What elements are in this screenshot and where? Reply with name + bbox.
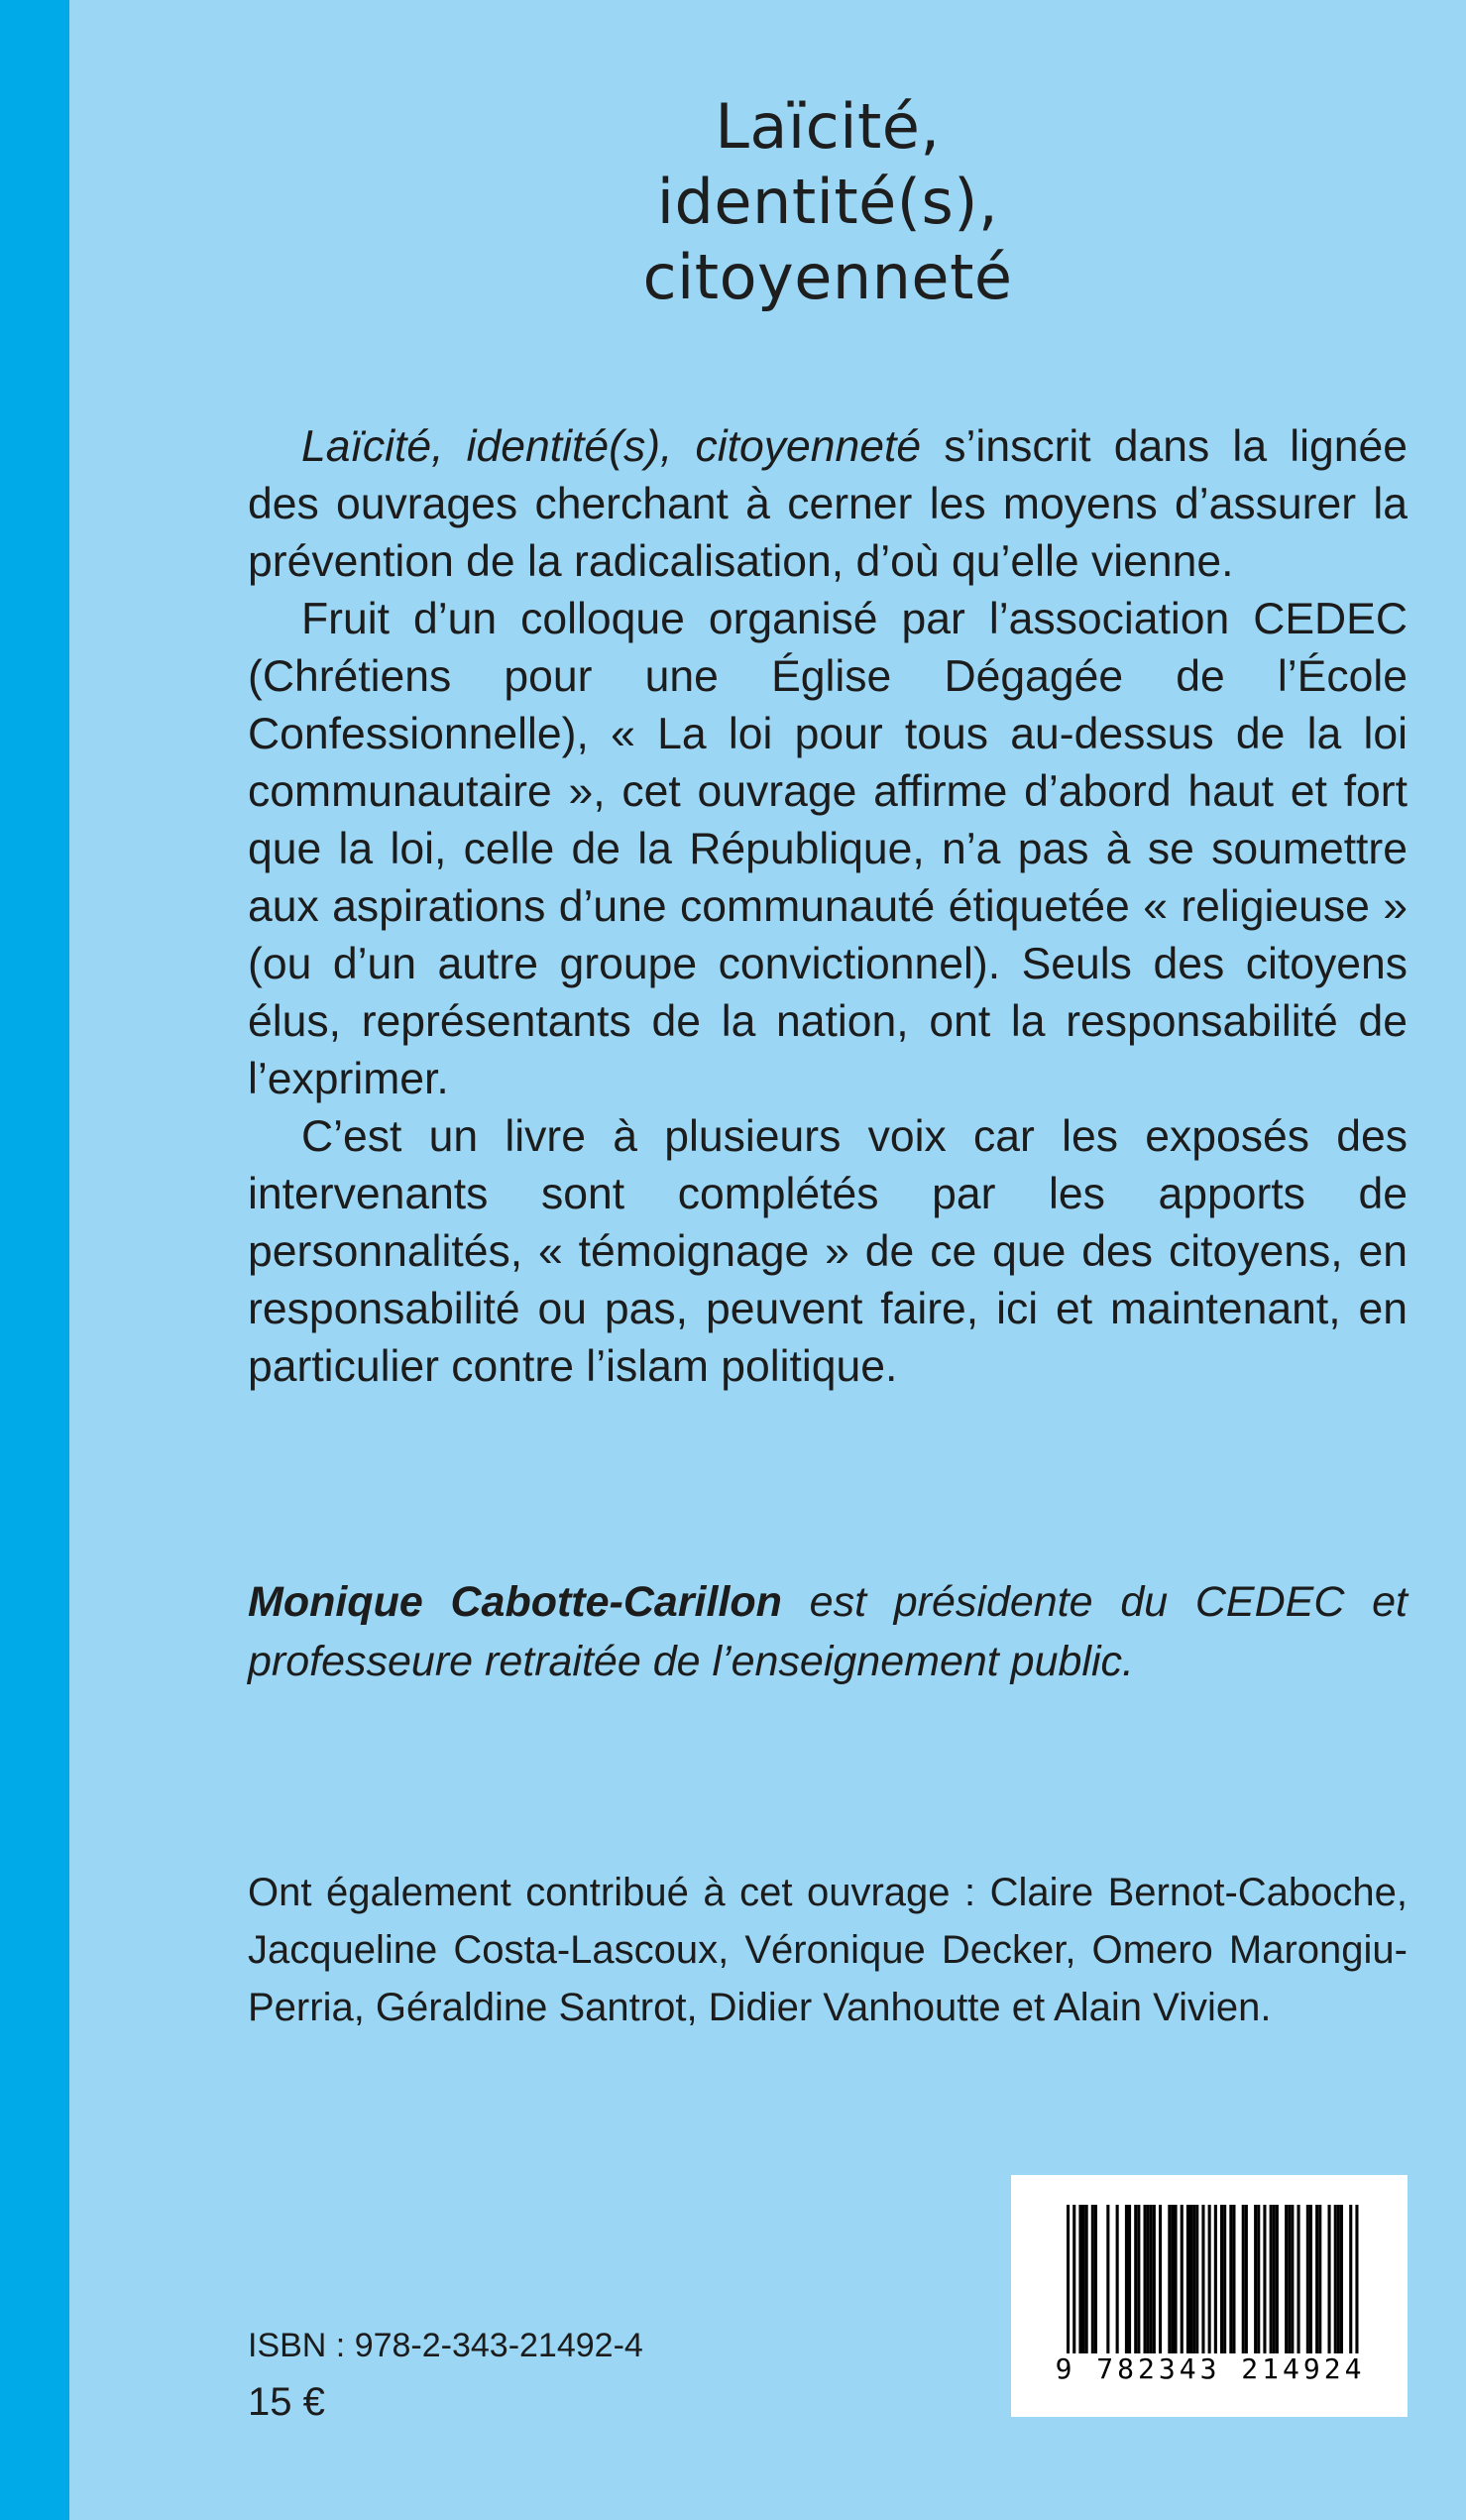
summary-text bbox=[248, 418, 1408, 1396]
barcode-bar bbox=[1078, 2205, 1081, 2358]
barcode-bar bbox=[1186, 2205, 1189, 2358]
barcode-bar bbox=[1171, 2205, 1174, 2358]
summary-book-title: Laïcité, identité(s), citoyenneté bbox=[301, 422, 922, 471]
barcode-bar bbox=[1220, 2205, 1223, 2358]
barcode-bar bbox=[1137, 2205, 1140, 2358]
barcode-bar bbox=[1254, 2205, 1257, 2358]
barcode-bar bbox=[1273, 2205, 1276, 2358]
spine-stripe bbox=[0, 0, 69, 2520]
barcode-bar bbox=[1094, 2205, 1097, 2358]
barcode-bar bbox=[1201, 2205, 1204, 2358]
isbn-label: ISBN : 978-2-343-21492-4 bbox=[248, 2327, 643, 2364]
barcode-bar bbox=[1232, 2205, 1235, 2358]
barcode-bar bbox=[1242, 2205, 1245, 2358]
barcode-bar bbox=[1082, 2205, 1085, 2358]
barcode-bar bbox=[1334, 2205, 1337, 2358]
barcode-bar bbox=[1355, 2205, 1358, 2375]
barcode-bar bbox=[1245, 2205, 1248, 2358]
barcode-bar bbox=[1195, 2205, 1198, 2358]
barcode-bar bbox=[1150, 2205, 1153, 2358]
barcode-bar bbox=[1229, 2205, 1232, 2358]
barcode-bar bbox=[1291, 2205, 1294, 2358]
barcode-bar bbox=[1270, 2205, 1273, 2358]
author-bio bbox=[248, 1572, 1408, 1691]
barcode-bar bbox=[1134, 2205, 1137, 2358]
title-line-2: identité(s), bbox=[656, 166, 999, 238]
barcode-bar bbox=[1189, 2205, 1192, 2358]
summary-paragraph-3: C’est un livre à plusieurs voix car les exposés des intervenants sont complétés par les apports de personnalités, « témoignage » de ce que des citoyens, en responsabilité ou pas, peuvent faire, ici et maintenant, en particulier contre l’islam politique. bbox=[248, 1112, 1408, 1391]
barcode-bar bbox=[1072, 2205, 1075, 2375]
barcode-bar bbox=[1175, 2205, 1178, 2358]
barcode-bar bbox=[1208, 2205, 1211, 2375]
barcode-bar bbox=[1067, 2205, 1070, 2375]
barcode-bar bbox=[1106, 2205, 1109, 2358]
barcode-bar bbox=[1297, 2205, 1300, 2358]
price-label: 15 € bbox=[248, 2380, 325, 2424]
barcode-bar bbox=[1181, 2205, 1184, 2358]
barcode-bar bbox=[1257, 2205, 1260, 2358]
barcode-bar bbox=[1285, 2205, 1288, 2358]
barcode-bar bbox=[1223, 2205, 1226, 2358]
contributors-text: Ont également contribué à cet ouvrage : Claire Bernot-Caboche, Jacqueline Costa-Lascoux, Véronique Decker, Omero Marongiu-Perria, Géraldine Santrot, Didier Vanhoutte et Alain Vivien. bbox=[248, 1871, 1408, 2029]
barcode-bar bbox=[1288, 2205, 1291, 2358]
barcode-bar bbox=[1192, 2205, 1195, 2358]
barcode-bar bbox=[1147, 2205, 1150, 2358]
barcode-bar bbox=[1306, 2205, 1309, 2358]
barcode-bar bbox=[1349, 2205, 1352, 2375]
title-line-3: citoyenneté bbox=[642, 241, 1013, 313]
barcode-number: 9 782343 214924 bbox=[1037, 2353, 1384, 2385]
barcode-bar bbox=[1214, 2205, 1217, 2375]
barcode-bar bbox=[1315, 2205, 1318, 2358]
summary-paragraph-2: Fruit d’un colloque organisé par l’association CEDEC (Chrétiens pour une Église Dégagée de l’École Confessionnelle), « La loi pour tous au-dessus de la loi communautaire », cet ouvrage affirme d’abord haut et fort que la loi, celle de la République, n’a pas à se soumettre aux aspirations d’une communauté étiquetée « religieuse » (ou d’un autre groupe convictionnel). Seuls des citoyens élus, représentants de la nation, ont la responsabilité de l’exprimer. bbox=[248, 595, 1408, 1103]
barcode-bar bbox=[1144, 2205, 1147, 2358]
barcode-bar bbox=[1153, 2205, 1156, 2358]
barcode-bar bbox=[1091, 2205, 1094, 2358]
barcode-bar bbox=[1318, 2205, 1321, 2358]
barcode-bar bbox=[1263, 2205, 1266, 2358]
barcode-bar bbox=[1328, 2205, 1331, 2358]
barcode-bar bbox=[1276, 2205, 1279, 2358]
title-line-1: Laïcité, bbox=[715, 90, 941, 163]
barcode-bar bbox=[1340, 2205, 1343, 2358]
author-description: est présidente du CEDEC et professeure retraitée de l’enseignement public. bbox=[248, 1578, 1408, 1685]
barcode-bar bbox=[1159, 2205, 1162, 2358]
barcode-bar bbox=[1309, 2205, 1312, 2358]
barcode-bar bbox=[1128, 2205, 1131, 2358]
barcode-bar bbox=[1168, 2205, 1171, 2358]
barcode-bar bbox=[1085, 2205, 1088, 2358]
barcode-bar bbox=[1116, 2205, 1119, 2358]
book-title bbox=[426, 89, 1229, 315]
summary-paragraph-1-rest: s’inscrit dans la lignée des ouvrages cherchant à cerner les moyens d’assurer la prévention de la radicalisation, d’où qu’elle vienne. bbox=[248, 422, 1408, 586]
barcode-bar bbox=[1125, 2205, 1128, 2358]
author-name: Monique Cabotte-Carillon bbox=[248, 1578, 782, 1626]
barcode bbox=[1011, 2175, 1408, 2417]
summary-paragraph-1 bbox=[248, 418, 1408, 591]
barcode-bar bbox=[1337, 2205, 1340, 2358]
